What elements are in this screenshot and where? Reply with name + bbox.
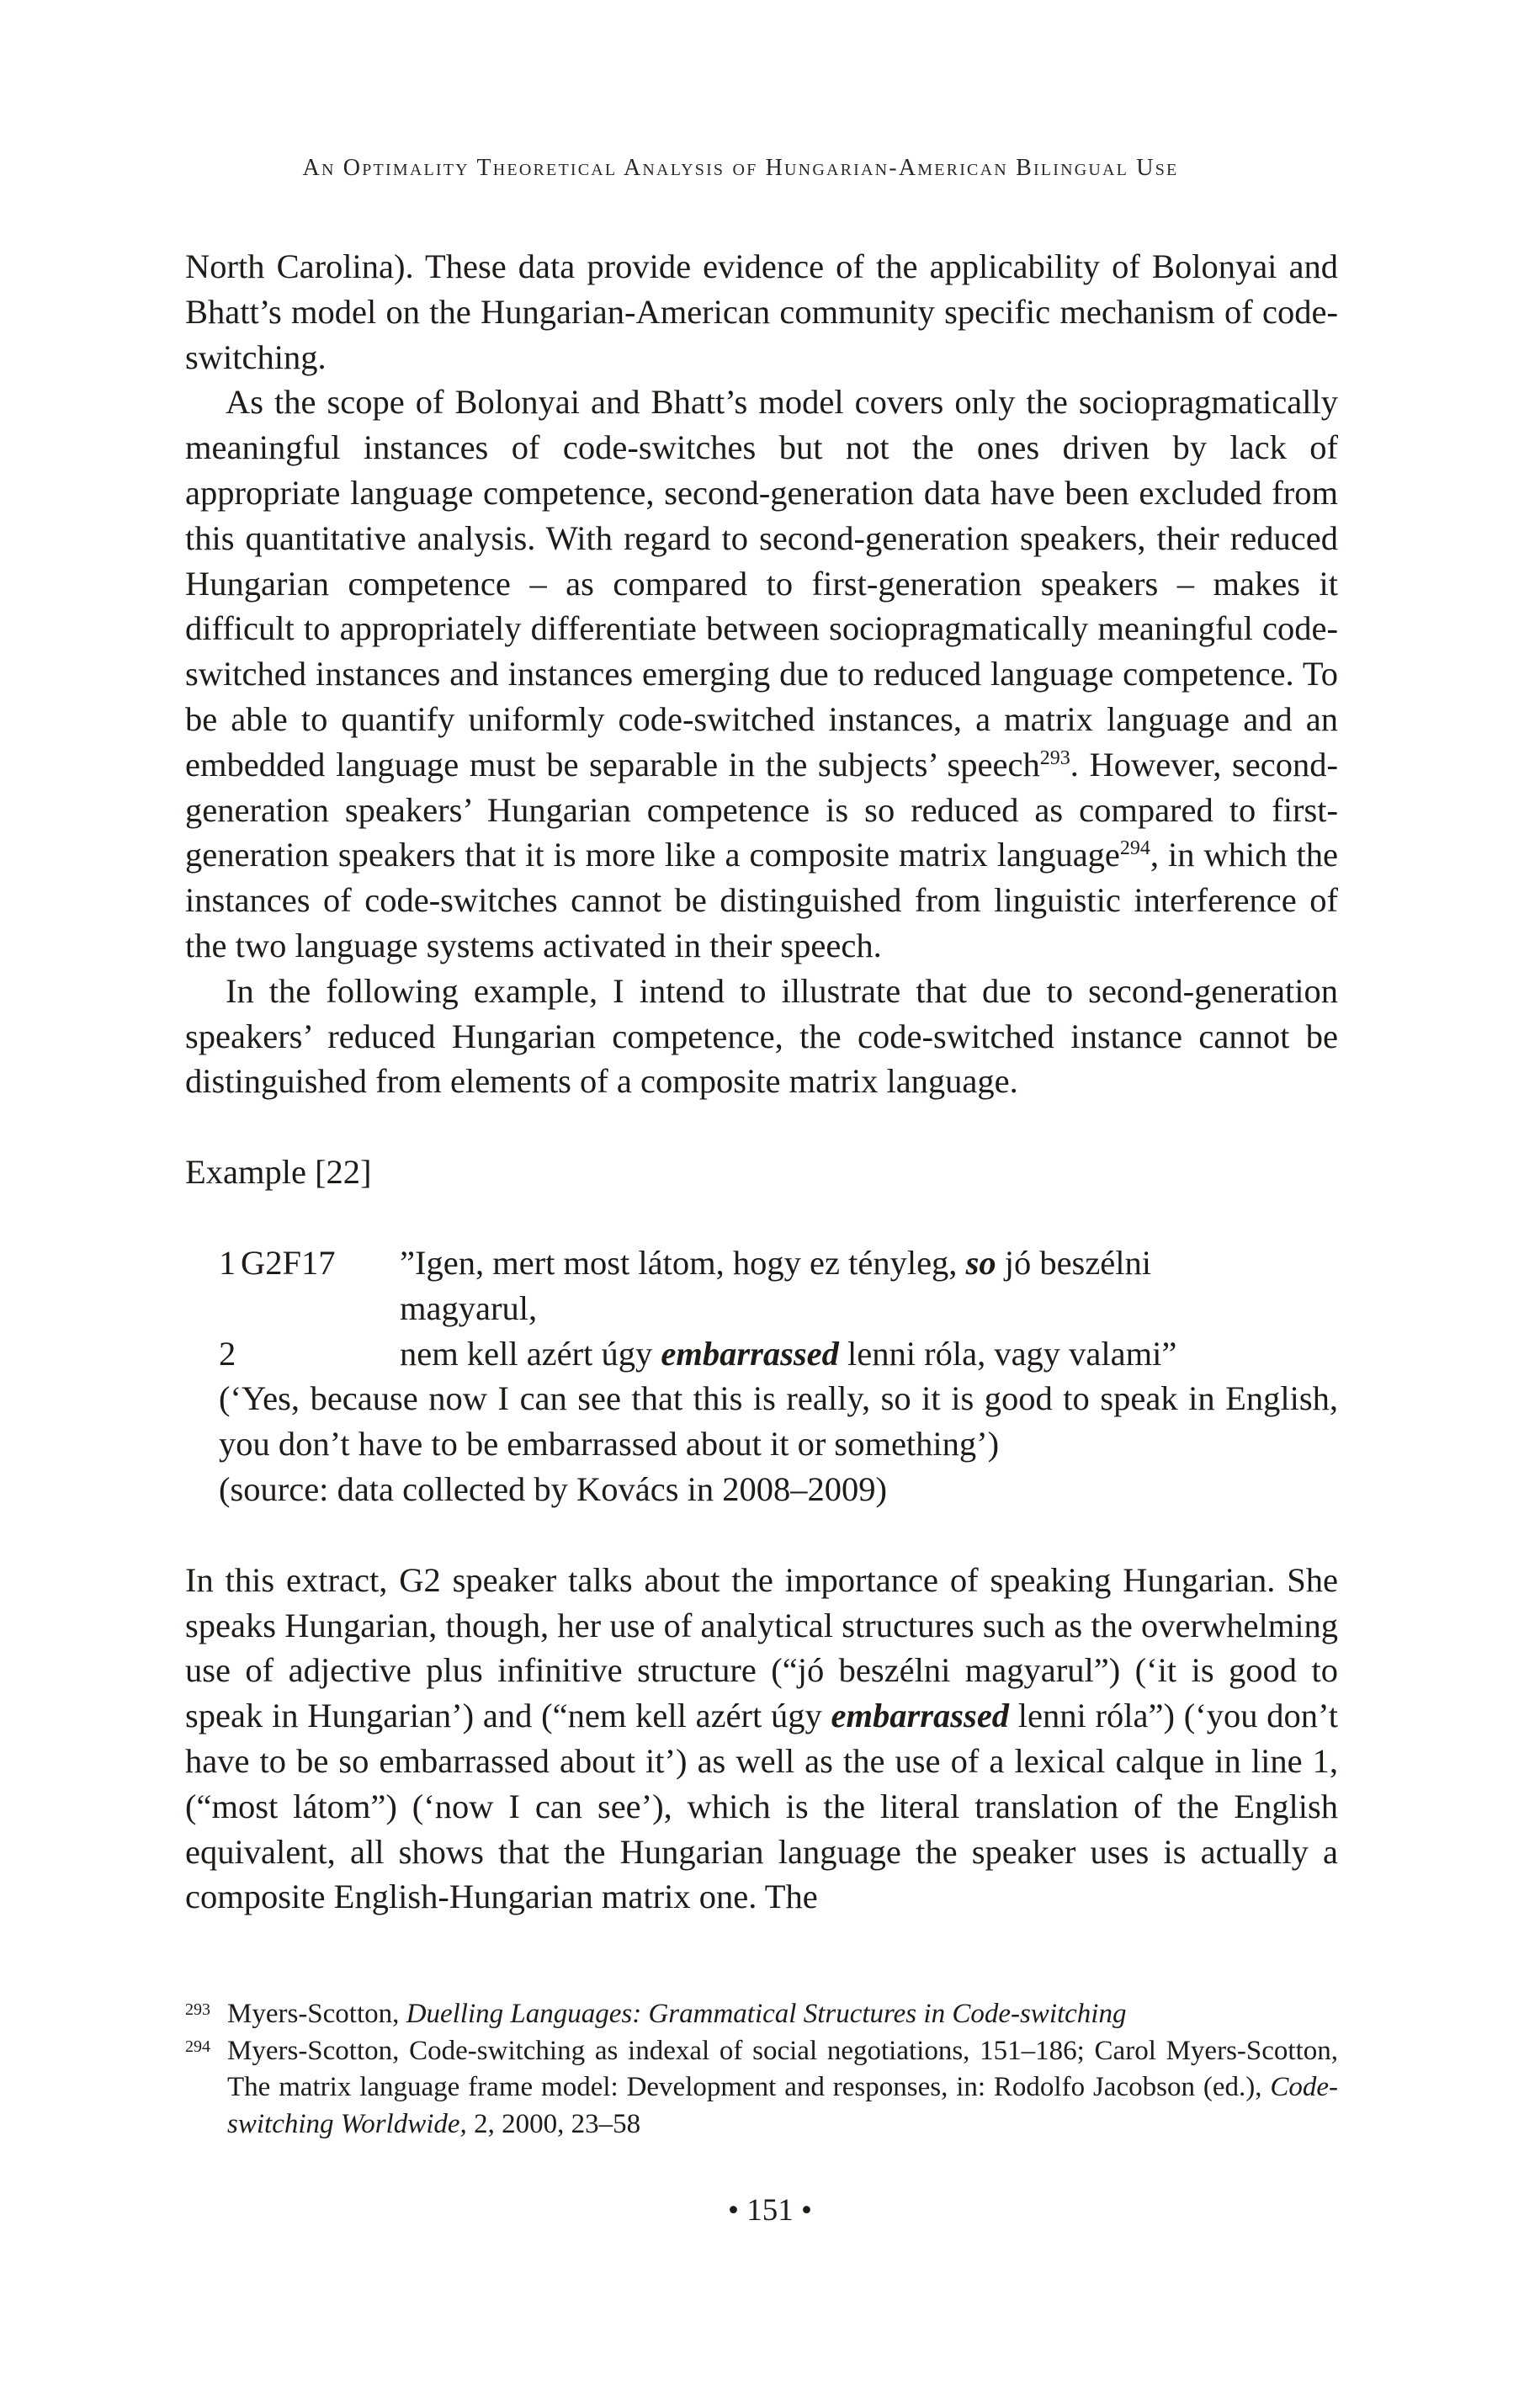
footnote-title: Code-switching Worldwide, xyxy=(227,2072,1338,2139)
paragraph-2-part-a: As the scope of Bolonyai and Bhatt’s model covers only the sociopragmatically meaningful instances of code-switches but not the ones driven by lack of appropriate language competence, second-generation data have been excluded from this quantitative analysis. With regard to second-generation speakers, their reduced Hungarian competence – as compared to first-generation speakers – makes it difficult to appropriately differentiate between sociopragmatically meaningful code-switched instances and instances emerging due to reduced language competence. To be able to quantify uniformly code-switched instances, a matrix language and an embedded language must be separable in the subjects’ speech xyxy=(185,383,1338,783)
code-switch-word: so xyxy=(965,1243,996,1282)
example-source: (source: data collected by Kovács in 2008–2009) xyxy=(219,1469,888,1508)
example-text: ”Igen, mert most látom, hogy ez tényleg, xyxy=(400,1243,966,1282)
footnote-body xyxy=(227,2033,1338,2143)
example-text: jó beszélni magyarul, xyxy=(400,1243,1152,1327)
example-title: Example [22] xyxy=(185,1153,372,1192)
running-head: An Optimality Theoretical Analysis of Hungarian-American Bilingual Use xyxy=(302,155,1179,181)
paragraph-2 xyxy=(185,380,1338,968)
footnote-text: Myers-Scotton, Code-switching as indexal of social negotiations, 151–186; Carol Myers-Scotton, The matrix language frame model: Development and responses, in: Rodolfo Jacobson (ed.), xyxy=(227,2035,1338,2102)
paragraph-3: In the following example, I intend to illustrate that due to second-generation speakers’ reduced Hungarian competence, the code-switched instance cannot be distinguished from elements of a composite matrix language. xyxy=(185,971,1338,1101)
code-switch-word: embarrassed xyxy=(661,1334,839,1373)
footnote-293 xyxy=(185,1996,1338,2033)
example-line-2-text xyxy=(400,1331,1338,1377)
example-line-1-text xyxy=(400,1240,1338,1331)
speaker-code-empty xyxy=(241,1331,400,1377)
footnote-body xyxy=(227,1996,1338,2033)
paragraph-1: North Carolina). These data provide evidence of the applicability of Bolonyai and Bhatt’s model on the Hungarian-American community specific mechanism of code-switching. xyxy=(185,247,1338,376)
paragraph-4-part-a: In this extract, G2 speaker talks about the importance of speaking Hungarian. She speaks Hungarian, though, her use of analytical structures such as the overwhelming use of adjective plus infinitive structure (“jó beszélni magyarul”) (‘it is good to speak in Hungarian’) and (“nem kell azért úgy xyxy=(185,1560,1338,1735)
paragraph-4 xyxy=(185,1558,1338,1920)
emphasized-word: embarrassed xyxy=(831,1697,1010,1735)
example-text: lenni róla, vagy valami” xyxy=(838,1334,1177,1373)
footnote-mark: 293 xyxy=(185,2000,210,2019)
example-translation: (‘Yes, because now I can see that this is really, so it is good to speak in English, you don’t have to be embarrassed about it or something’) xyxy=(219,1379,1338,1463)
paragraph-2-part-c: , in which the instances of code-switches cannot be distinguished from linguistic interference of the two language systems activated in their speech. xyxy=(185,836,1338,964)
speaker-code: G2F17 xyxy=(241,1243,336,1282)
page-number: • 151 • xyxy=(728,2193,812,2228)
footnotes xyxy=(185,1996,1338,2143)
example-line-2 xyxy=(185,1331,1338,1377)
footnote-mark: 294 xyxy=(185,2037,210,2056)
footnote-author: Myers-Scotton, xyxy=(227,1999,406,2029)
footnote-ref-293[interactable]: 293 xyxy=(1039,746,1070,769)
example-block xyxy=(185,1240,1338,1512)
footnote-text: 2, 2000, 23–58 xyxy=(466,2108,641,2139)
line-number: 1 xyxy=(219,1243,236,1282)
paragraph-2-part-b: . However, second-generation speakers’ Hungarian competence is so reduced as compared to first-generation speakers that it is more like a composite matrix language xyxy=(185,745,1338,874)
example-line-1 xyxy=(185,1240,1338,1331)
footnote-title: Duelling Languages: Grammatical Structures in Code-switching xyxy=(406,1999,1127,2029)
paragraph-4-part-b: lenni róla”) (‘you don’t have to be so embarrassed about it’) as well as the use of a lexical calque in line 1, (“most látom”) (‘now I can see’), which is the literal translation of the English equivalent, all shows that the Hungarian language the speaker uses is actually a composite English-Hungarian matrix one. The xyxy=(185,1697,1338,1916)
line-number: 2 xyxy=(219,1334,236,1373)
example-text: nem kell azért úgy xyxy=(400,1334,661,1373)
body-text xyxy=(185,244,1338,1920)
footnote-294 xyxy=(185,2033,1338,2143)
footnote-ref-294[interactable]: 294 xyxy=(1119,837,1150,860)
